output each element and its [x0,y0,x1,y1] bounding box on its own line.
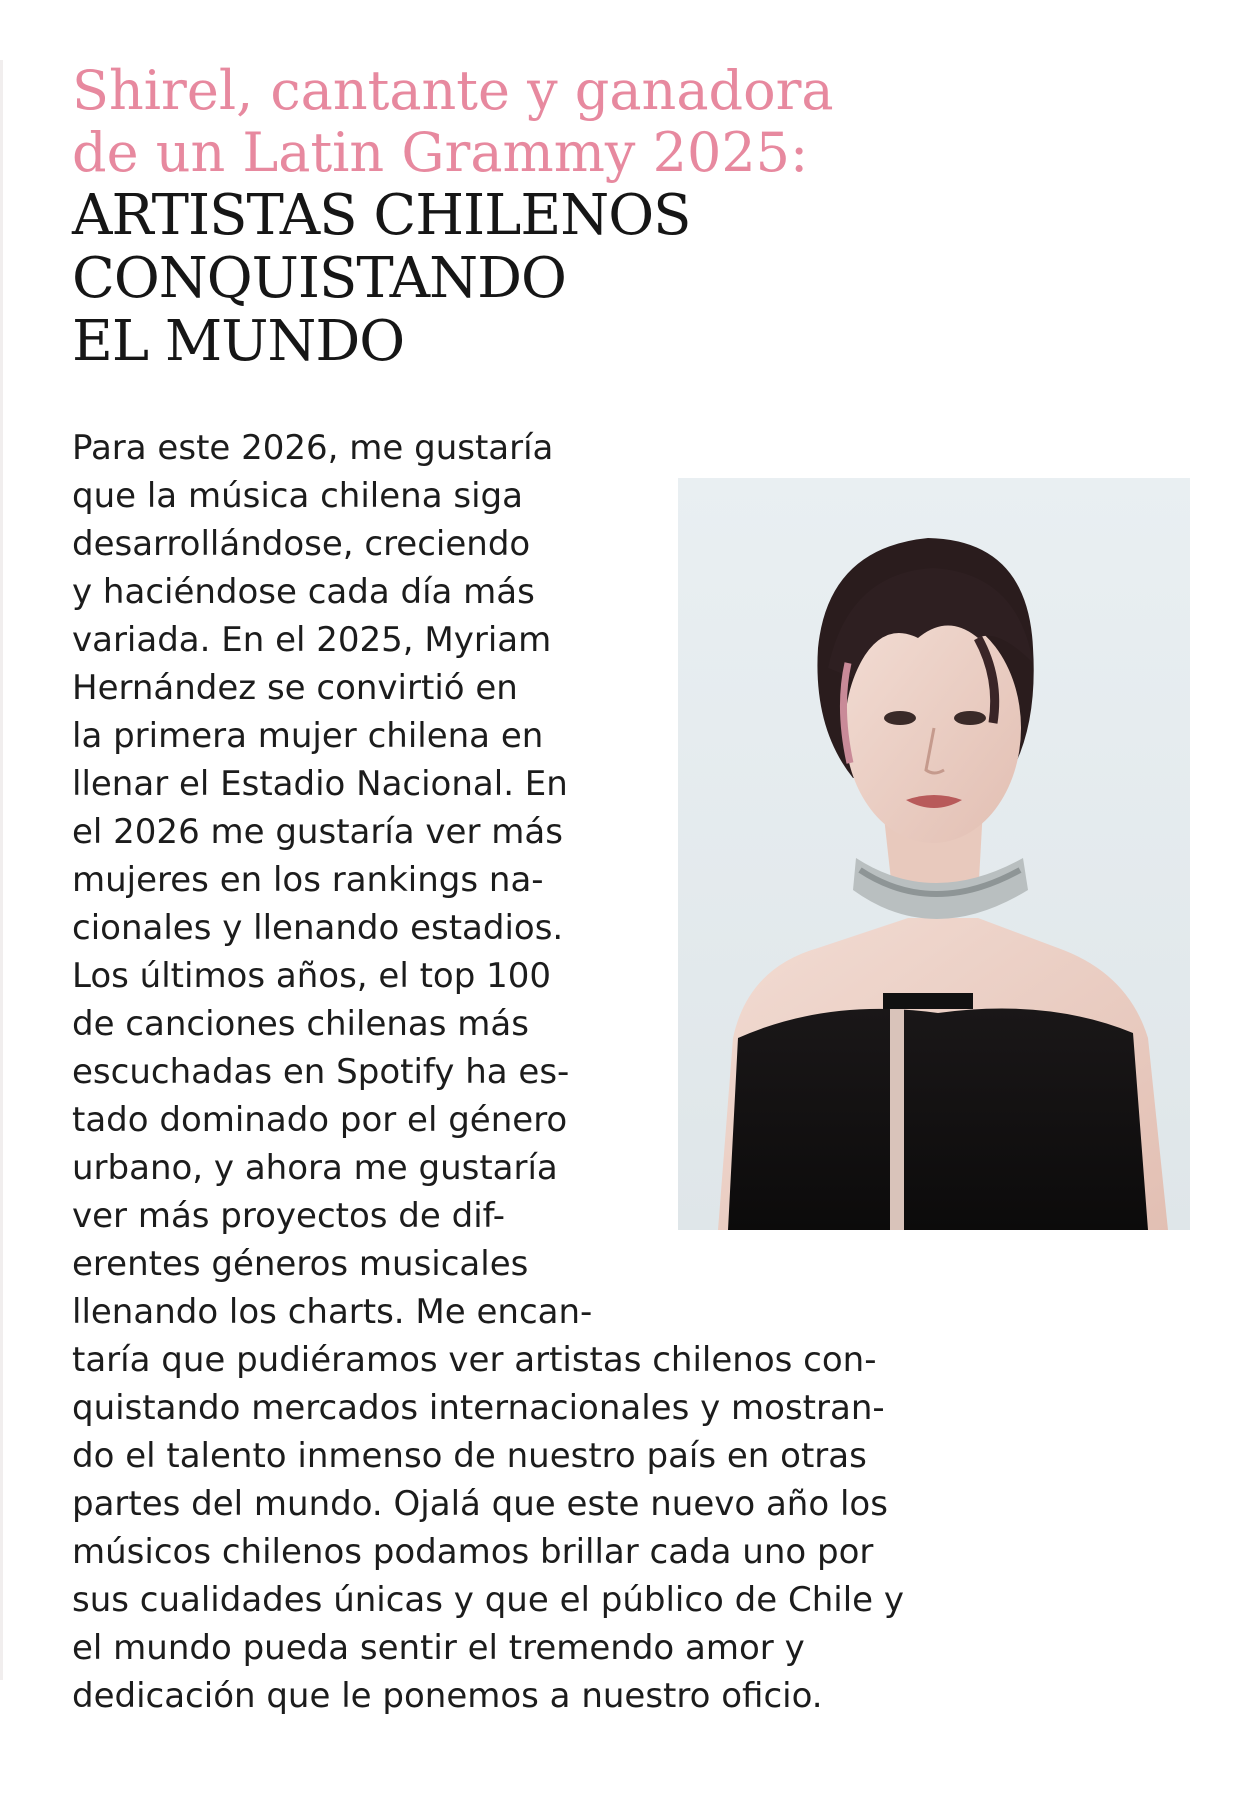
body-line: Los últimos años, el top 100 [72,956,551,996]
body-line: de canciones chilenas más [72,1004,529,1044]
headline-title-line-1: ARTISTAS CHILENOS [72,183,691,248]
body-line: variada. En el 2025, Myriam [72,620,552,660]
body-line: dedicación que le ponemos a nuestro oficio. [72,1676,823,1716]
body-line: partes del mundo. Ojalá que este nuevo año los [72,1484,888,1524]
page-edge-rule [0,60,3,1680]
body-line: llenando los charts. Me encan- [72,1292,593,1332]
body-line: el 2026 me gustaría ver más [72,812,563,852]
headline-subtitle-line-2: de un Latin Grammy 2025: [72,121,809,184]
body-line: el mundo pueda sentir el tremendo amor y [72,1628,805,1668]
body-line: la primera mujer chilena en [72,716,544,756]
body-line: tado dominado por el género [72,1100,568,1140]
body-line: urbano, y ahora me gustaría [72,1148,558,1188]
body-line: Para este 2026, me gustaría [72,428,554,468]
headline-title-line-3: EL MUNDO [72,309,405,374]
body-line: sus cualidades únicas y que el público de Chile y [72,1580,904,1620]
body-line: erentes géneros musicales [72,1244,529,1284]
body-line: llenar el Estadio Nacional. En [72,764,568,804]
body-line: músicos chilenos podamos brillar cada uno por [72,1532,874,1572]
body-line: quistando mercados internacionales y mostran- [72,1388,885,1428]
body-line: cionales y llenando estadios. [72,908,564,948]
headline-title-line-2: CONQUISTANDO [72,246,566,311]
body-line: ver más proyectos de dif- [72,1196,506,1236]
headline-subtitle-line-1: Shirel, cantante y ganadora [72,59,834,122]
body-line: taría que pudiéramos ver artistas chilenos con- [72,1340,877,1380]
body-line: desarrollándose, creciendo [72,524,531,564]
body-line: Hernández se convirtió en [72,668,518,708]
body-line: escuchadas en Spotify ha es- [72,1052,570,1092]
article-headline [72,60,972,373]
article-body [72,424,904,1720]
body-line: y haciéndose cada día más [72,572,535,612]
body-line: do el talento inmenso de nuestro país en otras [72,1436,867,1476]
body-line: mujeres en los rankings na- [72,860,544,900]
body-line: que la música chilena siga [72,476,523,516]
